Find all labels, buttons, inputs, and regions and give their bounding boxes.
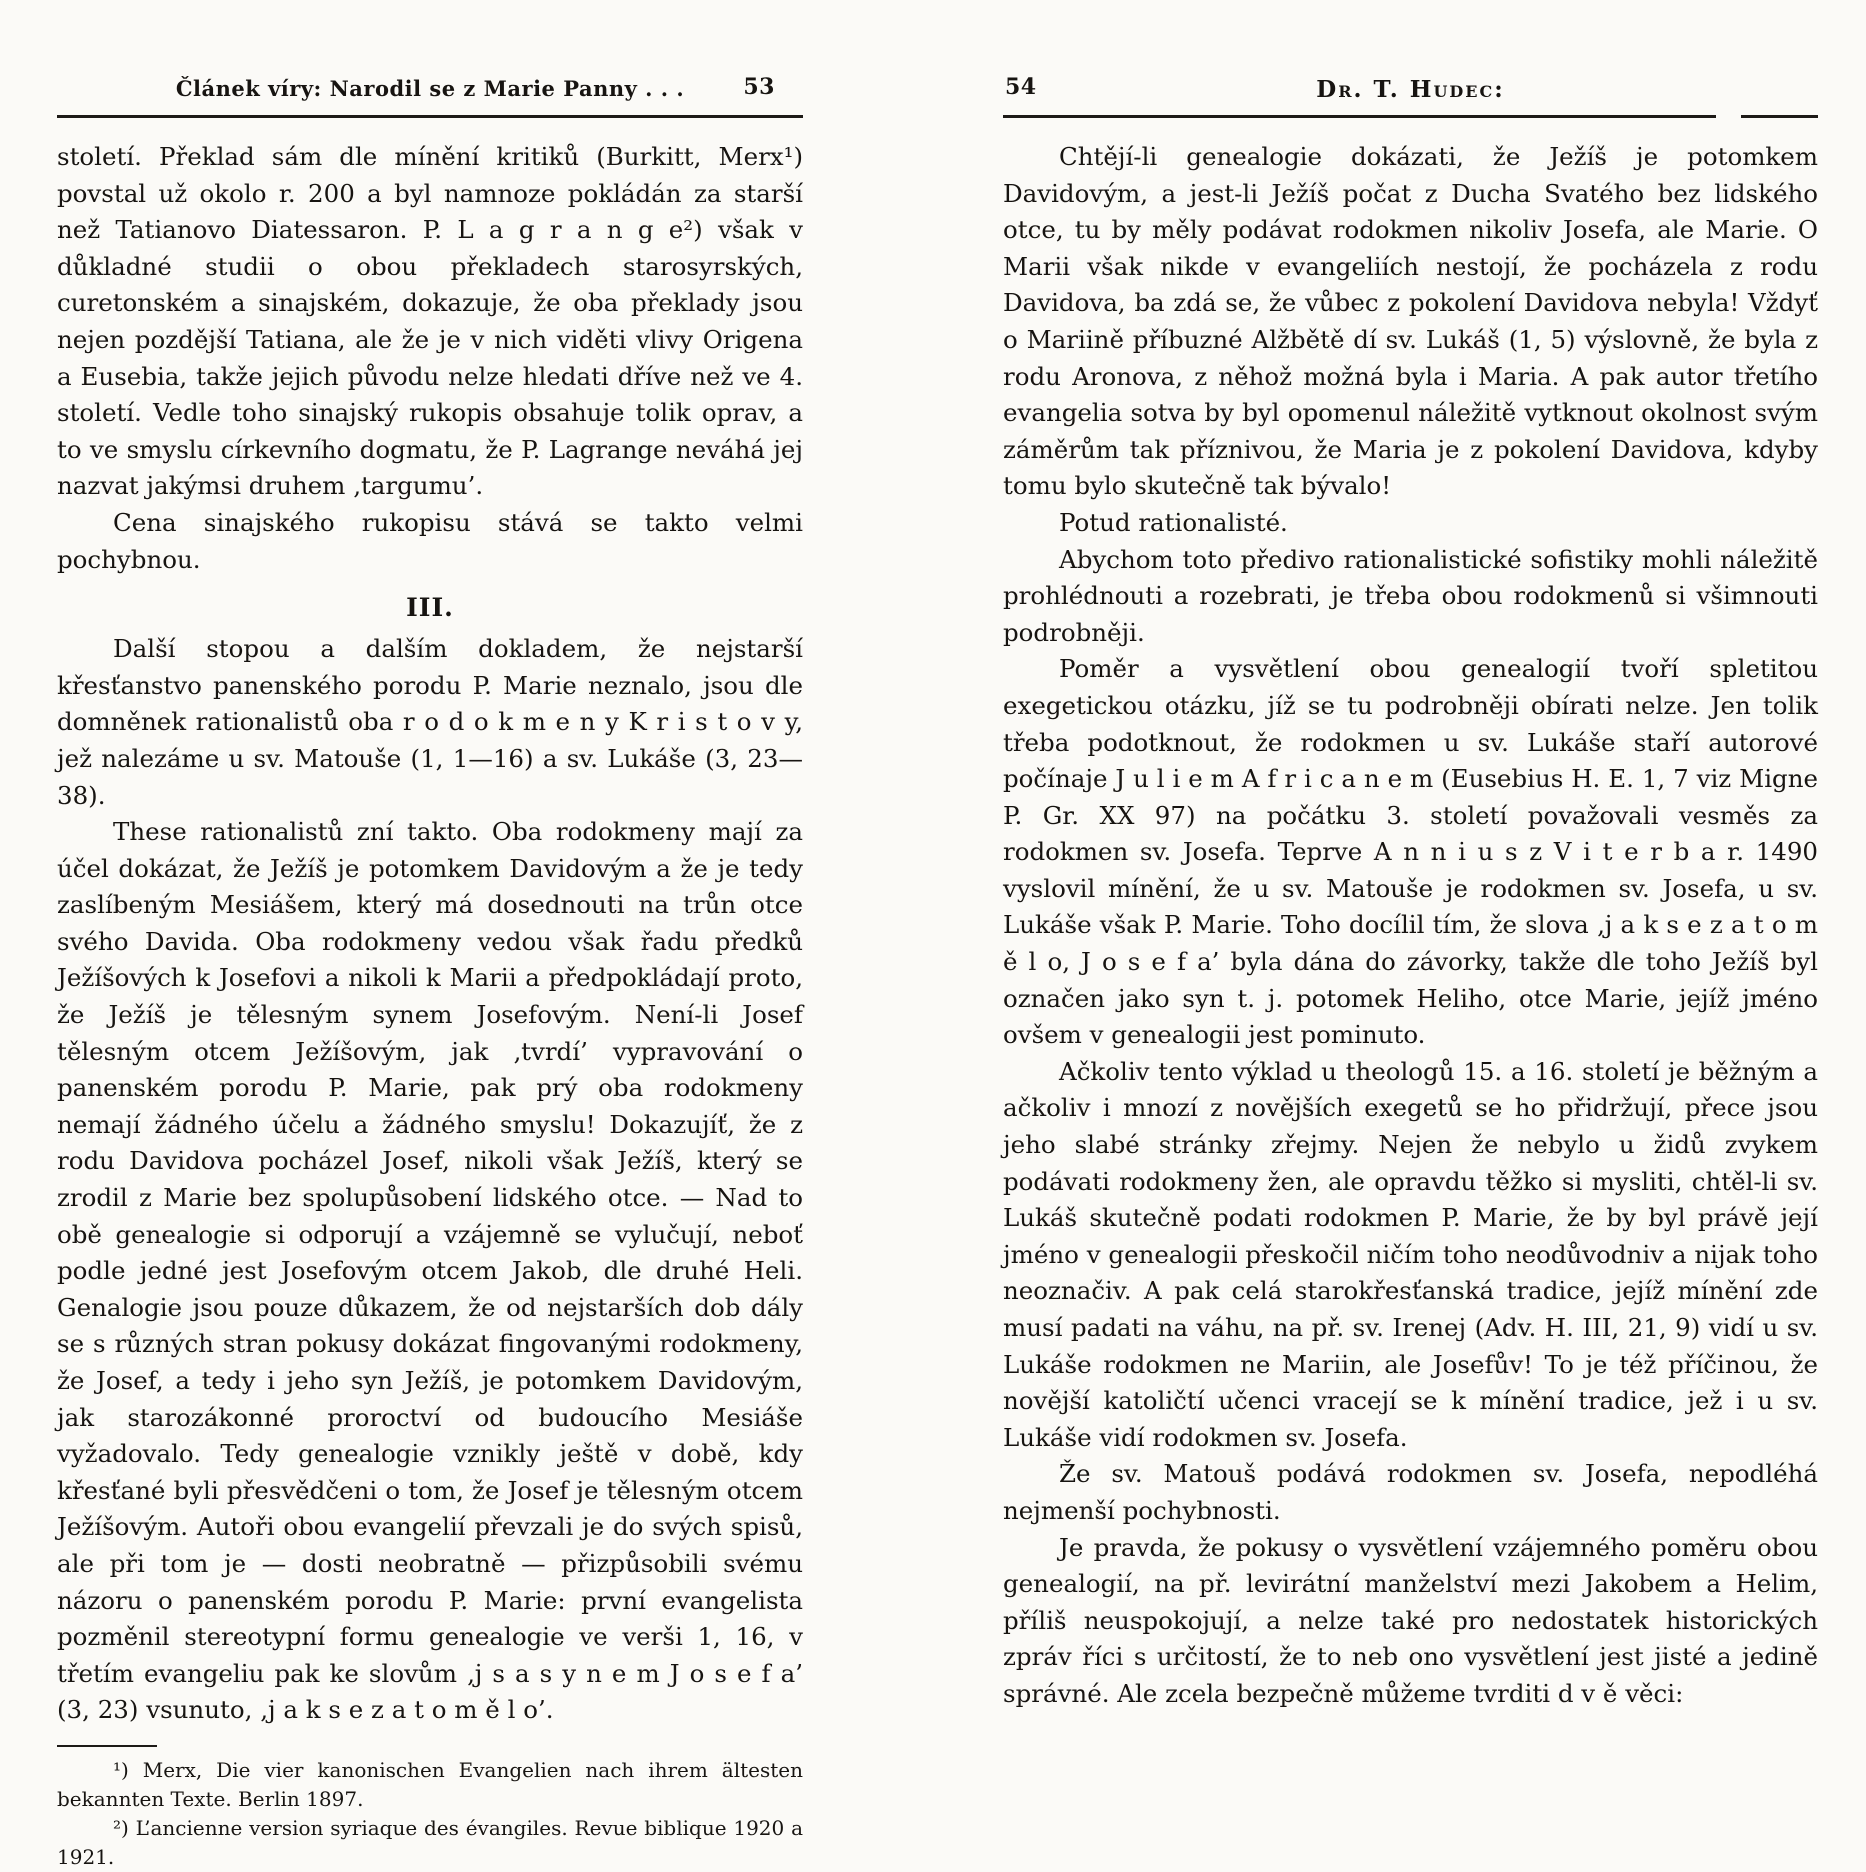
page-53 [57, 0, 803, 1872]
paragraph: These rationalistů zní takto. Oba rodokmeny mají za účel dokázat, že Ježíš je potomkem Davidovým a že je tedy zaslíbeným Mesiášem, který má dosednouti na trůn otce svého Davida. Oba rodokmeny vedou však řadu předků Ježíšových k Josefovi a nikoli k Marii a předpokládají proto, že Ježíš je tělesným synem Josefovým. Není-li Josef tělesným otcem Ježíšovým, jak ‚tvrdí’ vypravování o panenském porodu P. Marie, pak prý oba rodokmeny nemají žádného účelu a žádného smyslu! Dokazujíť, že z rodu Davidova pocházel Josef, nikoli však Ježíš, který se zrodil z Marie bez spolupůsobení lidského otce. — Nad to obě genealogie si odporují a vzájemně se vylučují, neboť podle jedné jest Josefovým otcem Jakob, dle druhé Heli. Genalogie jsou pouze důkazem, že od nejstarších dob dály se s různých stran pokusy dokázat fingovanými rodokmeny, že Josef, a tedy i jeho syn Ježíš, je potomkem Davidovým, jak starozákonné proroctví od budoucího Mesiáše vyžadovalo. Tedy genealogie vznikly ještě v době, kdy křesťané byli přesvědčeni o tom, že Josef je tělesným otcem Ježíšovým. Autoři obou evangelií převzali je do svých spisů, ale při tom je — dosti neobratně — přizpůsobili svému názoru o panenském porodu P. Marie: první evangelista pozměnil stereotypní formu genealogie ve verši 1, 16, v třetím evangeliu pak ke slovům ‚j s a s y n e m J o s e f a’ (3, 23) vsunuto, ‚j a k s e z a t o m ě l o’. [57, 817, 803, 1725]
page-54 [1003, 0, 1818, 1713]
page-54-body [1003, 139, 1818, 1713]
paragraph: Že sv. Matouš podává rodokmen sv. Josefa, nepodléhá nejmenší pochybnosti. [1003, 1459, 1818, 1525]
running-title: Dr. T. Hudec: [1316, 76, 1505, 103]
page-53-body [57, 139, 803, 1729]
header-rule-segment [1003, 115, 1716, 118]
footnotes [57, 1745, 803, 1872]
page-54-header [1003, 76, 1818, 106]
section-heading: III. [406, 593, 454, 623]
paragraph: Ačkoliv tento výklad u theologů 15. a 16. století je běžným a ačkoliv i mnozí z novějších exegetů se ho přidržují, přece jsou jeho slabé stránky zřejmy. Nejen že nebylo u židů zvykem podávati rodokmeny žen, ale opravdu těžko si mysliti, chtěl-li sv. Lukáš skutečně podati rodokmen P. Marie, že by byl právě její jméno v genealogii přeskočil ničím toho neodůvodniv a nijak toho neoznačiv. A pak celá starokřesťanská tradice, jejíž mínění zde musí padati na váhu, na př. sv. Irenej (Adv. H. III, 21, 9) vidí u sv. Lukáše rodokmen ne Mariin, ale Josefův! To je též příčinou, že novější katoličtí učenci vracejí se k mínění tradice, jež i u sv. Lukáše vidí rodokmen sv. Josefa. [1003, 1056, 1818, 1452]
footnote: ¹) Merx, Die vier kanonischen Evangelien nach ihrem ältesten bekannten Texte. Berlin 1897. [57, 1757, 803, 1811]
paragraph: století. Překlad sám dle mínění kritiků (Burkitt, Merx¹) povstal už okolo r. 200 a byl namnoze pokládán za starší než Tatianovo Diatessaron. P. L a g r a n g e²) však v důkladné studii o obou překladech starosyrských, curetonském a sinajském, dokazuje, že oba překlady jsou nejen pozdější Tatiana, ale že je v nich viděti vlivy Origena a Eusebia, takže jejich původu nelze hledati dříve než ve 4. století. Vedle toho sinajský rukopis obsahuje tolik oprav, a to ve smyslu církevního dogmatu, že P. Lagrange neváhá jej nazvat jakýmsi druhem ‚targumu’. [57, 142, 803, 501]
running-title: Článek víry: Narodil se z Marie Panny . . . [175, 76, 685, 101]
header-rule-segment [1741, 115, 1818, 118]
page-number: 54 [1005, 74, 1037, 100]
footnote: ²) L’ancienne version syriaque des évangiles. Revue biblique 1920 a 1921. [57, 1815, 803, 1869]
paragraph: Chtějí-li genealogie dokázati, že Ježíš je potomkem Davidovým, a jest-li Ježíš počat z Ducha Svatého bez lidského otce, tu by měly podávat rodokmen nikoliv Josefa, ale Marie. O Marii však nikde v evangeliích nestojí, že pocházela z rodu Davidova, ba zdá se, že vůbec z pokolení Davidova nebyla! Vždyť o Mariině příbuzné Alžbětě dí sv. Lukáš (1, 5) výslovně, že byla z rodu Aronova, z něhož možná byla i Maria. A pak autor třetího evangelia sotva by byl opomenul náležitě vytknout okolnost svým záměrům tak příznivou, že Maria je z pokolení Davidova, kdyby tomu bylo skutečně tak bývalo! [1003, 142, 1818, 501]
paragraph: Poměr a vysvětlení obou genealogií tvoří spletitou exegetickou otázku, jíž se tu podrobněji obírati nelze. Jen tolik třeba podotknout, že rodokmen u sv. Lukáše staří autorové počínaje J u l i e m A f r i c a n e m (Eusebius H. E. 1, 7 viz Migne P. Gr. XX 97) na počátku 3. století považovali vesměs za rodokmen sv. Josefa. Teprve A n n i u s z V i t e r b a r. 1490 vyslovil mínění, že u sv. Matouše je rodokmen sv. Josefa, u sv. Lukáše však P. Marie. Toho docílil tím, že slova ‚j a k s e z a t o m ě l o, J o s e f a’ byla dána do závorky, takže dle toho Ježíš byl označen jako syn t. j. potomek Heliho, otce Marie, jejíž jméno ovšem v genealogii jest pominuto. [1003, 654, 1818, 1050]
header-rule [1003, 115, 1818, 118]
page-53-header [57, 76, 803, 106]
paragraph: Abychom toto předivo rationalistické sofistiky mohli náležitě prohlédnouti a rozebrati, je třeba obou rodokmenů si všimnouti podrobněji. [1003, 544, 1818, 647]
paragraph: Další stopou a dalším dokladem, že nejstarší křesťanstvo panenského porodu P. Marie neznalo, jsou dle domněnek rationalistů oba r o d o k m e n y K r i s t o v y, jež nalezáme u sv. Matouše (1, 1—16) a sv. Lukáše (3, 23—38). [57, 634, 803, 810]
header-rule [57, 115, 803, 118]
paragraph: Je pravda, že pokusy o vysvětlení vzájemného poměru obou genealogií, na př. levirátní manželství mezi Jakobem a Helim, příliš neuspokojují, a nelze také pro nedostatek historických zpráv říci s určitostí, že to neb ono vysvětlení jest jisté a jedině správné. Ale zcela bezpečně můžeme tvrditi d v ě věci: [1003, 1532, 1818, 1708]
paragraph: Cena sinajského rukopisu stává se takto velmi pochybnou. [57, 507, 803, 574]
footnote-separator [57, 1745, 157, 1747]
page-number: 53 [743, 74, 775, 100]
paragraph: Potud rationalisté. [1059, 507, 1288, 537]
